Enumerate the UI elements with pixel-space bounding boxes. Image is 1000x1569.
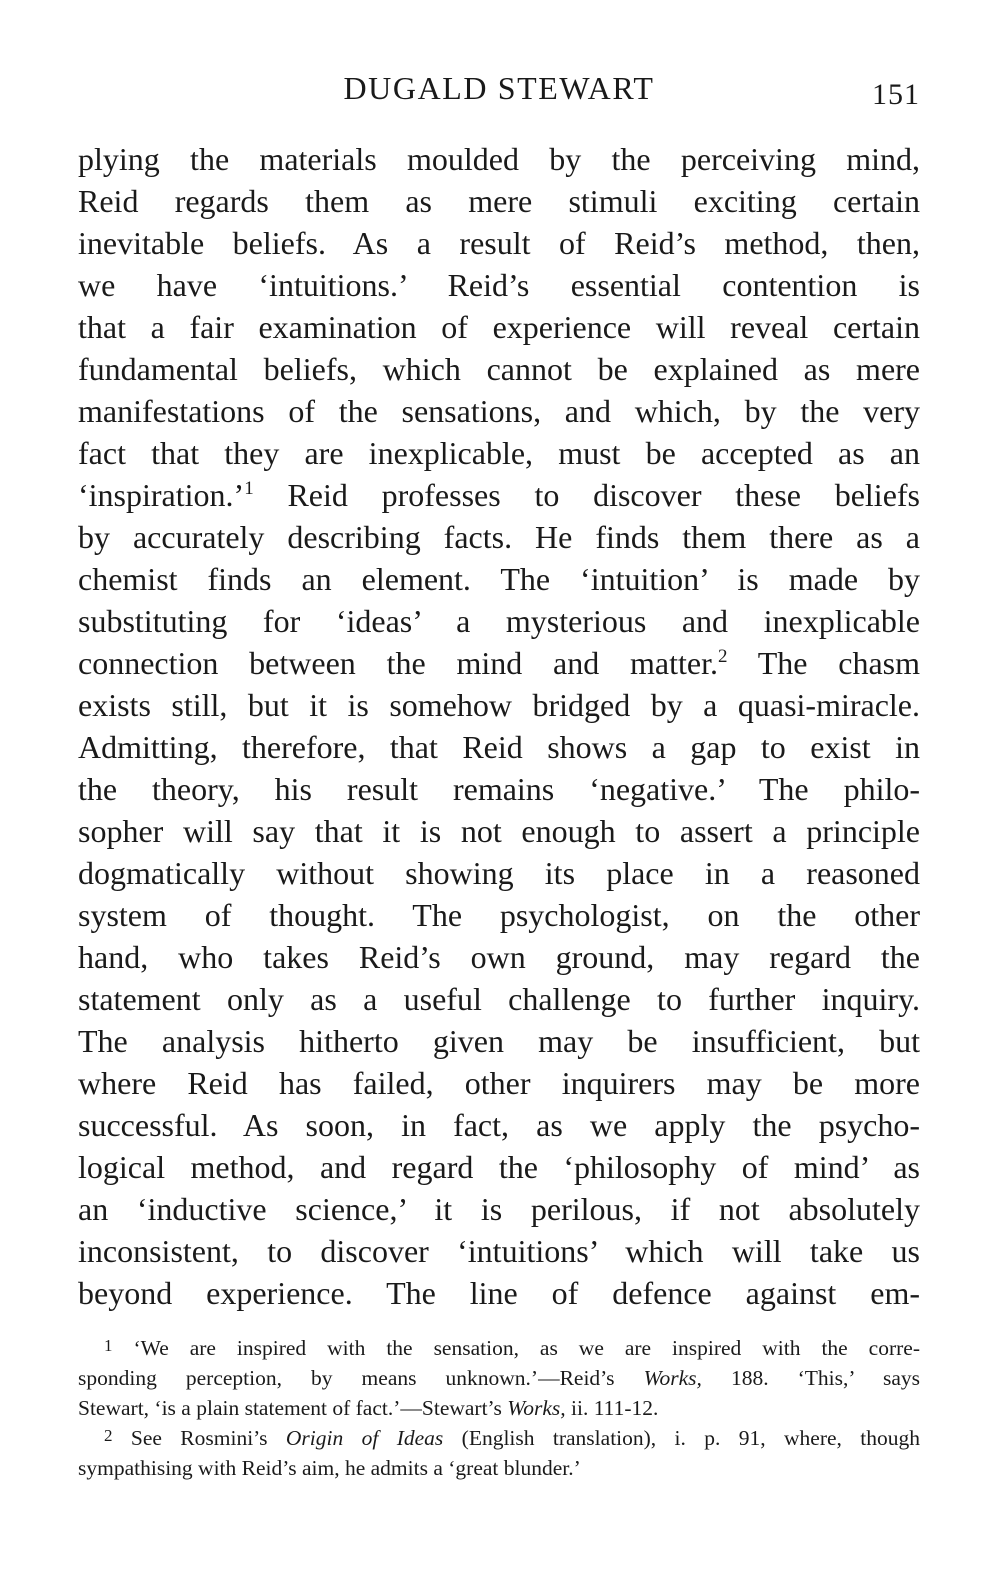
footnote-2-line bbox=[78, 1423, 920, 1453]
text-line: beyond experience. The line of defence against em- bbox=[78, 1275, 920, 1311]
text-line: fundamental beliefs, which cannot be explained as mere bbox=[78, 351, 920, 387]
text-line: sopher will say that it is not enough to assert a principle bbox=[78, 813, 920, 849]
footnotes bbox=[78, 1333, 920, 1483]
text-line: inevitable beliefs. As a result of Reid’s method, then, bbox=[78, 225, 920, 261]
text-line: inconsistent, to discover ‘intuitions’ which will take us bbox=[78, 1233, 920, 1269]
text-line: an ‘inductive science,’ it is perilous, if not absolutely bbox=[78, 1191, 920, 1227]
footnote-1-line bbox=[78, 1393, 920, 1423]
footnote-text: 188. ‘This,’ says bbox=[730, 1366, 921, 1390]
text-line: statement only as a useful challenge to further inquiry. bbox=[78, 981, 920, 1017]
footnote-marker-1: 1 bbox=[244, 478, 254, 499]
text-line bbox=[78, 642, 920, 684]
text-line: chemist finds an element. The ‘intuition’ is made by bbox=[78, 561, 920, 597]
text-line: The analysis hitherto given may be insufficient, but bbox=[78, 1023, 920, 1059]
footnote-1-line bbox=[78, 1363, 920, 1393]
text-line: fact that they are inexplicable, must be accepted as an bbox=[78, 435, 920, 471]
body-text bbox=[78, 138, 920, 1314]
text-line: that a fair examination of experience will reveal certain bbox=[78, 309, 920, 345]
text-line bbox=[78, 474, 920, 516]
text-fragment: ‘inspiration.’ bbox=[78, 477, 245, 513]
text-line: Admitting, therefore, that Reid shows a gap to exist in bbox=[78, 729, 920, 765]
footnote-1-number: 1 bbox=[104, 1336, 113, 1355]
footnote-text: (English translation), i. p. 91, where, though bbox=[461, 1426, 921, 1450]
text-line: plying the materials moulded by the perceiving mind, bbox=[78, 141, 920, 177]
footnote-2-line: sympathising with Reid’s aim, he admits a ‘great blunder.’ bbox=[78, 1456, 581, 1480]
footnote-2-number: 2 bbox=[104, 1426, 113, 1445]
footnote-book-title: Origin of Ideas bbox=[285, 1426, 444, 1450]
text-line: hand, who takes Reid’s own ground, may regard the bbox=[78, 939, 920, 975]
footnote-work-title: Works, bbox=[507, 1396, 566, 1420]
footnote-text: ii. 111-12. bbox=[571, 1396, 659, 1420]
text-fragment: Reid professes to discover these beliefs bbox=[287, 477, 921, 513]
text-fragment: connection between the mind and matter. bbox=[78, 645, 718, 681]
text-line: we have ‘intuitions.’ Reid’s essential contention is bbox=[78, 267, 920, 303]
text-line: Reid regards them as mere stimuli exciting certain bbox=[78, 183, 920, 219]
text-line: exists still, but it is somehow bridged by a quasi-miracle. bbox=[78, 687, 920, 723]
text-line: where Reid has failed, other inquirers may be more bbox=[78, 1065, 920, 1101]
text-line: system of thought. The psychologist, on the other bbox=[78, 897, 920, 933]
footnote-1-line bbox=[78, 1333, 920, 1363]
text-fragment: The chasm bbox=[757, 645, 921, 681]
footnote-text: sponding perception, by means unknown.’—Reid’s bbox=[78, 1366, 615, 1390]
text-line: logical method, and regard the ‘philosophy of mind’ as bbox=[78, 1149, 920, 1185]
page-header bbox=[78, 62, 920, 112]
footnote-text: See Rosmini’s bbox=[130, 1426, 268, 1450]
page-number: 151 bbox=[872, 78, 920, 111]
text-line: substituting for ‘ideas’ a mysterious and inexplicable bbox=[78, 603, 920, 639]
footnote-text: ‘We are inspired with the sensation, as we are inspired with the corre- bbox=[133, 1336, 920, 1360]
footnote-marker-2: 2 bbox=[718, 646, 728, 667]
text-line: dogmatically without showing its place in a reasoned bbox=[78, 855, 920, 891]
text-line: the theory, his result remains ‘negative.’ The philo- bbox=[78, 771, 920, 807]
footnote-work-title: Works, bbox=[643, 1366, 702, 1390]
text-line: by accurately describing facts. He finds them there as a bbox=[78, 519, 920, 555]
running-head: DUGALD STEWART bbox=[343, 70, 655, 106]
text-line: manifestations of the sensations, and which, by the very bbox=[78, 393, 920, 429]
footnote-text: Stewart, ‘is a plain statement of fact.’—Stewart’s bbox=[78, 1396, 502, 1420]
text-line: successful. As soon, in fact, as we apply the psycho- bbox=[78, 1107, 920, 1143]
